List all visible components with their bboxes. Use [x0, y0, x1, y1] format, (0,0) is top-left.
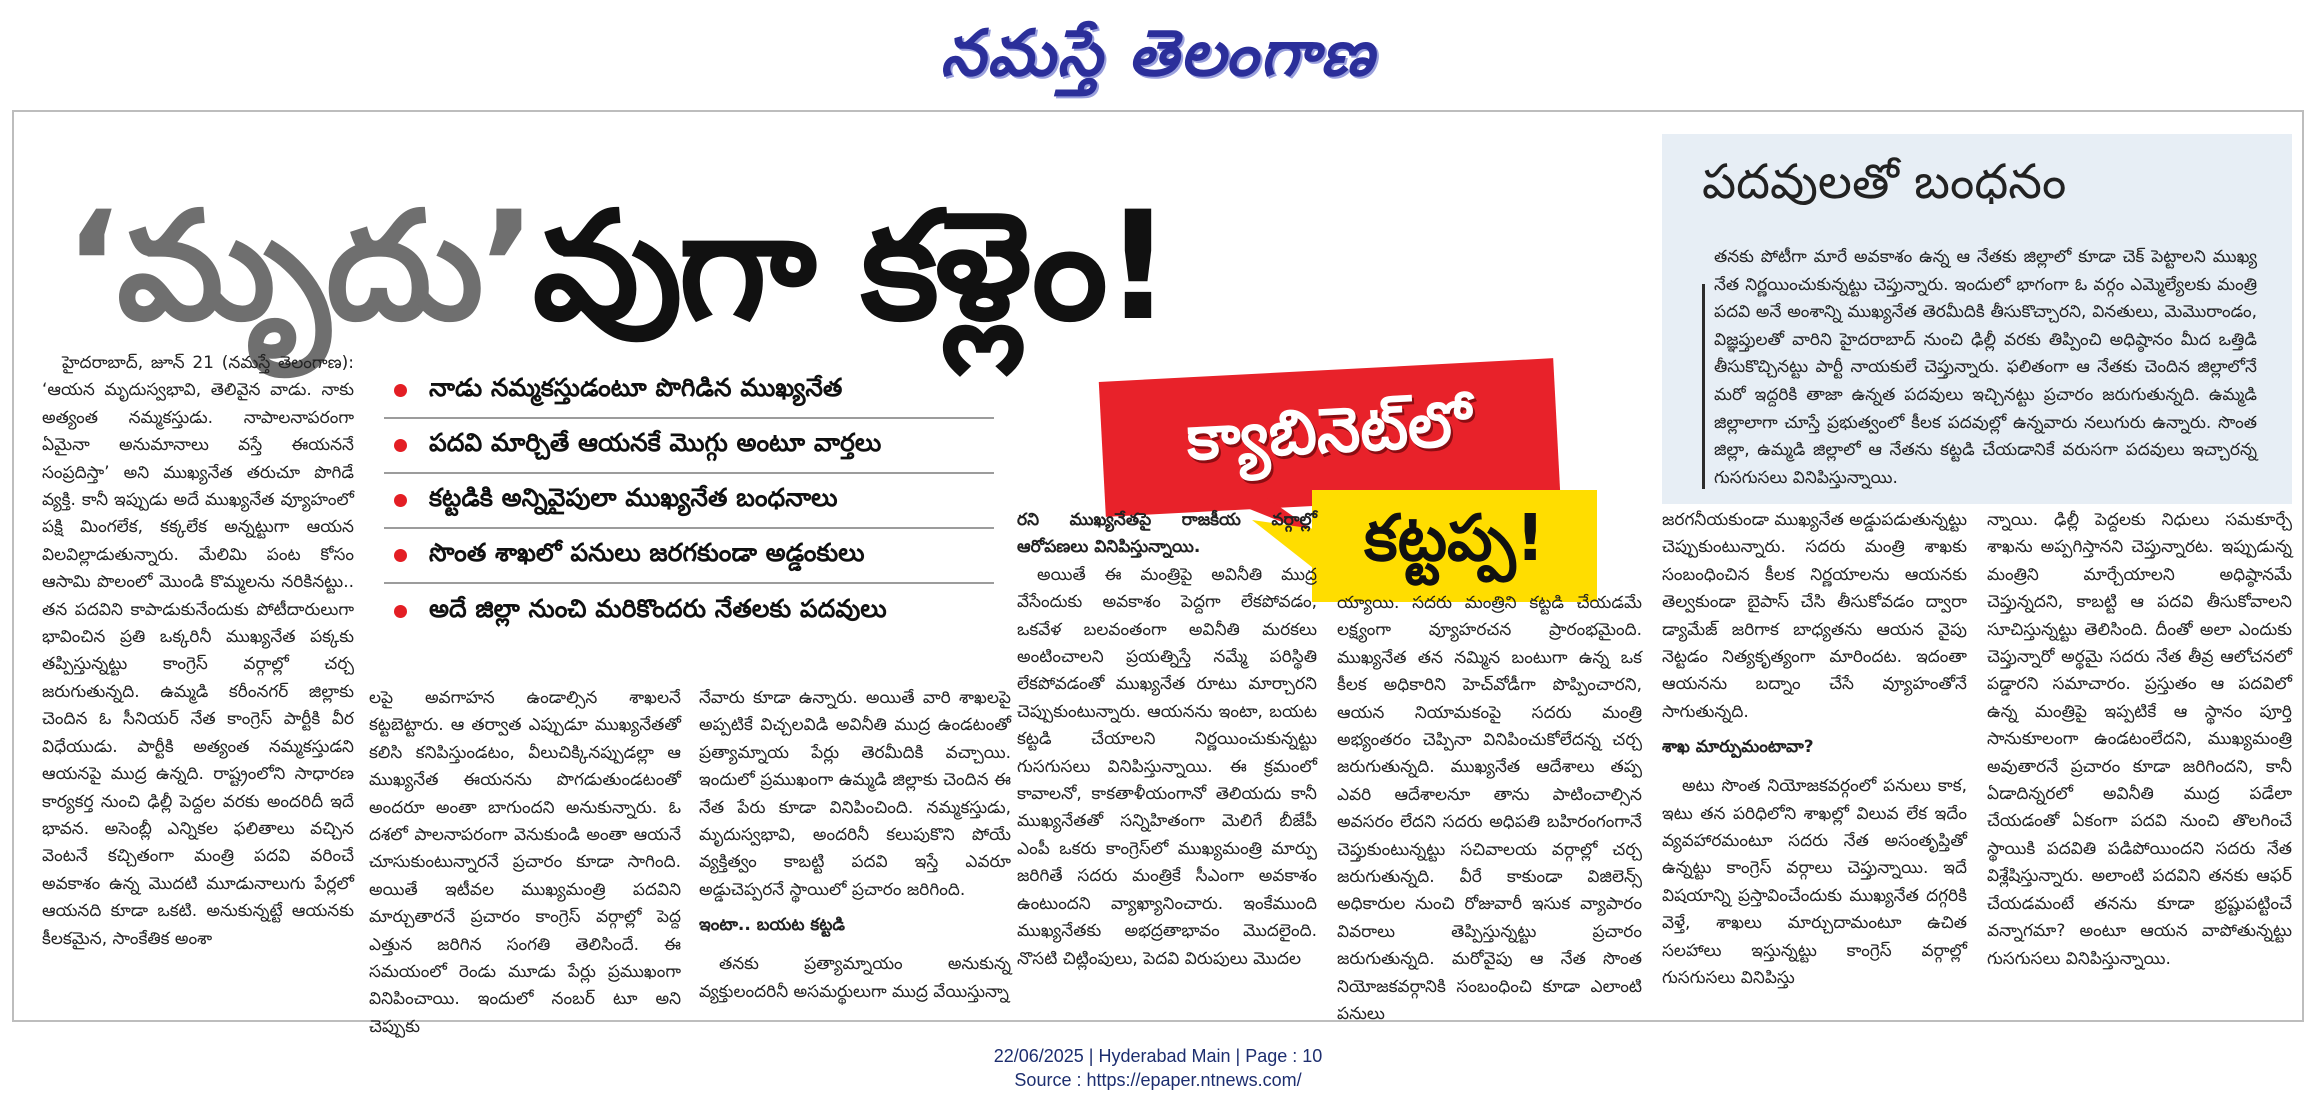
footer-edition-info: 22/06/2025 | Hyderabad Main | Page : 10: [993, 1046, 1323, 1066]
highlight-text: అదే జిల్లా నుంచి మరికొందరు నేతలకు పదవులు: [429, 593, 887, 623]
highlight-item: [384, 529, 994, 584]
column-lead: రని ముఖ్యనేతపై రాజకీయ వర్గాల్లో ఆరోపణలు వినిపిస్తున్నాయి.: [1017, 510, 1317, 558]
article-column-5: [1337, 590, 1642, 1025]
masthead: [0, 8, 2316, 100]
callout-yellow-text: కట్టప్ప!: [1364, 501, 1545, 576]
highlight-item: [384, 419, 994, 474]
bullet-dot-icon: [394, 549, 407, 562]
article-column-7: [1987, 507, 2292, 1010]
article-column-1: [42, 350, 354, 1010]
highlight-item: [384, 584, 994, 639]
page-footer: [0, 1044, 2316, 1092]
masthead-title: నమస్తే తెలంగాణ: [940, 16, 1376, 91]
callout-yellow-banner: [1312, 490, 1597, 602]
callout-red-text: క్యాబినెట్‌లో: [1184, 386, 1474, 474]
bullet-dot-icon: [394, 605, 407, 618]
article-paragraph: లపై అవగాహన ఉండాల్సిన శాఖలనే కట్టబెట్టారు. ఆ తర్వాత ఎప్పుడూ ముఖ్యనేతతో కలిసి కనిపిస్తుండటం, వీలుచిక్కినప్పుడల్లా ఆ ముఖ్యనేత ఈయనను పొగడుతుండటంతో అందరూ అంతా బాగుందని అనుకున్నారు. ఓ దశలో పాలనాపరంగా వెనుకుండి అంతా ఆయనే చూసుకుంటున్నారనే ప్రచారం కూడా సాగింది. అయితే ఇటీవల ముఖ్యమంత్రి పదవిని మార్చుతారనే ప్రచారం కాంగ్రెస్ వర్గాల్లో పెద్ద ఎత్తున జరిగిన సంగతి తెలిసిందే. ఈ సమయంలో రెండు మూడు పేర్లు ప్రముఖంగా వినిపించాయి. ఇందులో నంబర్ టూ అని చెప్పుకు: [369, 688, 681, 1037]
headline: [64, 152, 1624, 382]
inset-box: [1662, 134, 2292, 504]
bullet-dot-icon: [394, 494, 407, 507]
article-column-6: [1662, 507, 1967, 1010]
bullet-dot-icon: [394, 384, 407, 397]
article-column-2: [369, 685, 681, 1037]
highlight-text: నాడు నమ్మకస్తుడంటూ పొగిడిన ముఖ్యనేత: [429, 372, 843, 402]
article-paragraph: అటు సొంత నియోజకవర్గంలో పనులు కాక, ఇటు తన పరిధిలోని శాఖల్లో విలువ లేక ఇదేం వ్యవహారమంటూ సదరు నేత అసంతృప్తితో ఉన్నట్టు కాంగ్రెస్ వర్గాలు చెప్తున్నాయి. ఇదే విషయాన్ని ప్రస్తావించేందుకు ముఖ్యనేత దగ్గరికి వెళ్తే, శాఖలు మార్చుదామంటూ ఉచిత సలహాలు ఇస్తున్నట్టు కాంగ్రెస్ వర్గాల్లో గుసగుసలు వినిపిస్తు: [1662, 776, 1967, 989]
article-paragraph: జరగనీయకుండా ముఖ్యనేత అడ్డుపడుతున్నట్టు చెప్పుకుంటున్నారు. సదరు మంత్రి శాఖకు సంబంధించిన కీలక నిర్ణయాలను ఆయనకు తెల్వకుండా బైపాస్ చేసి తీసుకోవడం ద్వారా డ్యామేజ్ జరిగాక బాధ్యతను ఆయన వైపు నెట్టడం నిత్యకృత్యంగా మారిందట. ఇదంతా ఆయనను బద్నాం చేసే వ్యూహంతోనే సాగుతున్నది.: [1662, 510, 1967, 722]
highlights-list: [384, 364, 994, 639]
inset-body: తనకు పోటీగా మారే అవకాశం ఉన్న ఆ నేతకు జిల్లాలో కూడా చెక్ పెట్టాలని ముఖ్య నేత నిర్ణయించుకున్నట్టు చెప్తున్నారు. ఇందులో భాగంగా ఓ వర్గం ఎమ్మెల్యేలకు మంత్రి పదవి అనే అంశాన్ని ముఖ్యనేత తెరమీదికి తీసుకొచ్చారని, వినతులు, మెమొరాండం, విజ్ఞప్తులతో వారిని హైదరాబాద్ నుంచి ఢిల్లీ వరకు తిప్పించి అధిష్ఠానం మీద ఒత్తిడి తీసుకొచ్చినట్టు పార్టీ నాయకులే చెప్తున్నారు. ఫలితంగా ఆ నేతకు చెందిన జిల్లాలోనే మరో ఇద్దరికి తాజా ఉన్నత పదవులు ఇచ్చినట్టు ప్రచారం జరుగుతున్నది. ఉమ్మడి జిల్లాలాగా చూస్తే ప్రభుత్వంలో కీలక పదవుల్లో ఉన్నవారు నలుగురు ఉన్నారు. సొంత జిల్లా, ఉమ్మడి జిల్లాలో ఆ నేతను కట్టడి చేయడానికే వరుసగా పదవులు ఇచ్చారన్న గుసగుసలు వినిపిస్తున్నాయి.: [1714, 247, 2257, 488]
footer-source-link[interactable]: Source : https://epaper.ntnews.com/: [1014, 1070, 1302, 1090]
article-paragraph: తనకు ప్రత్యామ్నాయం అనుకున్న వ్యక్తులందరినీ అసమర్థులుగా ముద్ర వేయిస్తున్నా: [699, 954, 1011, 1002]
article-paragraph: హైదరాబాద్, జూన్ 21 (నమస్తే తెలంగాణ): ‘ఆయన మృదుస్వభావి, తెలివైన వాడు. నాకు అత్యంత నమ్మకస్తుడు. నాపాలనాపరంగా ఏమైనా అనుమానాలు వస్తే ఈయననే సంప్రదిస్తా’ అని ముఖ్యనేత తరుచూ పొగిడే వ్యక్తి. కానీ ఇప్పుడు అదే ముఖ్యనేత వ్యూహంలో పక్షి మింగలేక, కక్కలేక అన్నట్టుగా ఆయన విలవిల్లాడుతున్నారు. మేలిమి పంట కోసం ఆసామి పొలంలో మొండి కొమ్మలను నరికినట్టు.. తన పదవిని కాపాడుకునేందుకు పోటీదారులుగా భావించిన ప్రతి ఒక్కరినీ ముఖ్యనేత పక్కకు తప్పిస్తున్నట్టు కాంగ్రెస్ వర్గాల్లో చర్చ జరుగుతున్నది. ఉమ్మడి కరీంనగర్ జిల్లాకు చెందిన ఓ సీనియర్ నేత కాంగ్రెస్ పార్టీకి వీర విధేయుడు. పార్టీకి అత్యంత నమ్మకస్తుడని ఆయనపై ముద్ర ఉన్నది. రాష్ట్రంలోని సాధారణ కార్యకర్త నుంచి ఢిల్లీ పెద్దల వరకు అందరిదీ ఇదే భావన. అసెంబ్లీ ఎన్నికల ఫలితాలు వచ్చిన వెంటనే కచ్చితంగా మంత్రి పదవి వరించే అవకాశం ఉన్న మొదటి మూడునాలుగు పేర్లలో ఆయనది కూడా ఒకటి. అనుకున్నట్టే ఆయనకు కీలకమైన, సాంకేతిక అంశా: [42, 353, 354, 949]
article-paragraph: నేవారు కూడా ఉన్నారు. అయితే వారి శాఖలపై అప్పటికే విచ్చలవిడి అవినీతి ముద్ర ఉండటంతో ప్రత్యామ్నాయ పేర్లు తెరమీదికి వచ్చాయి. ఇందులో ప్రముఖంగా ఉమ్మడి జిల్లాకు చెందిన ఈ నేత పేరు కూడా వినిపించింది. నమ్మకస్తుడు, మృదుస్వభావి, అందరినీ కలుపుకొని పోయే వ్యక్తిత్వం కాబట్టి పదవి ఇస్తే ఎవరూ అడ్డుచెప్పరనే స్థాయిలో ప్రచారం జరిగింది.: [699, 688, 1011, 900]
article-paragraph: య్యాయి. సదరు మంత్రిని కట్టడి చేయడమే లక్ష్యంగా వ్యూహరచన ప్రారంభమైంది. ముఖ్యనేత తన నమ్మిన బంటుగా ఉన్న ఒక కీలక అధికారిని హెచ్‌వోడీగా పొప్పించారని, ఆయన నియామకంపై సదరు మంత్రి అభ్యంతరం చెప్పినా వినిపించుకోలేదన్న చర్చ జరుగుతున్నది. ముఖ్యనేత ఆదేశాలు తప్ప ఎవరి ఆదేశాలనూ తాను పాటించాల్సిన అవసరం లేదని సదరు అధిపతి బహిరంగంగానే చెప్తుకుంటున్నట్టు సచివాలయ వర్గాల్లో చర్చ జరుగుతున్నది. వీరే కాకుండా విజిలెన్స్ అధికారుల నుంచి రోజువారీ ఇసుక వ్యాపారం వివరాలు తెప్పిస్తున్నట్టు ప్రచారం జరుగుతున్నది. మరోవైపు ఆ నేత సొంత నియోజకవర్గానికి సంబంధించి కూడా ఎలాంటి పనులు: [1337, 593, 1642, 1025]
article-column-3: [699, 685, 1011, 1010]
inset-title: పదవులతో బంధనం: [1702, 154, 2067, 210]
article-frame: [12, 110, 2304, 1037]
headline-part1: ‘మృదు’: [64, 180, 533, 354]
column-subheading: శాఖ మార్పుమంటావా?: [1662, 737, 1814, 758]
highlight-text: కట్టడికి అన్నివైపులా ముఖ్యనేత బంధనాలు: [429, 482, 838, 512]
column-subheading: ఇంటా.. బయట కట్టడి: [699, 915, 845, 936]
highlight-text: పదవి మార్చితే ఆయనకే మొగ్గు అంటూ వార్తలు: [429, 427, 882, 457]
article-column-4: [1017, 507, 1317, 1010]
headline-part2: వుగా కళ్లెం!: [532, 180, 1169, 354]
article-paragraph: న్నాయి. ఢిల్లీ పెద్దలకు నిధులు సమకూర్చే శాఖను అప్పగిస్తానని చెప్తున్నారట. ఇప్పుడున్న మంత్రిని మార్చేయాలని అధిష్ఠానమే చెప్తున్నదని, కాబట్టి ఆ పదవి తీసుకోవాలని సూచిస్తున్నట్టు తెలిసింది. దీంతో అలా ఎందుకు చెప్తున్నారో అర్థమై సదరు నేత తీవ్ర ఆలోచనలో పడ్డారని సమాచారం. ప్రస్తుతం ఆ పదవిలో ఉన్న మంత్రిపై ఇప్పటికే ఆ స్థానం పూర్తి సానుకూలంగా ఉండటంలేదని, ముఖ్యమంత్రి అవుతారనే ప్రచారం కూడా జరిగిందని, కానీ ఏడాదిన్నరలో అవినీతి ముద్ర పడేలా చేయడంతో ఏకంగా పదవి నుంచి తొలగించే స్థాయికి పదవితి పడిపోయిందని సదరు నేత విశ్లేషిస్తున్నారు. అలాంటి పదవిని తనకు ఆఫర్ చేయడమంటే తనను కూడా భ్రష్టుపట్టించే వన్నాగమా? అంటూ ఆయన వాపోతున్నట్టు గుసగుసలు వినిపిస్తున్నాయి.: [1987, 510, 2292, 969]
highlight-item: [384, 364, 994, 419]
highlight-item: [384, 474, 994, 529]
article-paragraph: అయితే ఈ మంత్రిపై అవినీతి ముద్ర వేసేందుకు అవకాశం పెద్దగా లేకపోవడం, ఒకవేళ బలవంతంగా అవినీతి మరకలు అంటించాలని ప్రయత్నిస్తే నమ్మే పరిస్థితి లేకపోవడంతో ముఖ్యనేత రూటు మార్చారని చెప్పుకుంటున్నారు. ఆయనను ఇంటా, బయట కట్టడి చేయాలని నిర్ణయించుకున్నట్టు గుసగుసలు వినిపిస్తున్నాయి. ఈ క్రమంలో కావాలనో, కాకతాళీయంగానో తెలియదు కానీ ముఖ్యనేతతో సన్నిహితంగా మెలిగే బీజేపీ ఎంపీ ఒకరు కాంగ్రెస్‌లో ముఖ్యమంత్రి మార్పు జరిగితే సదరు మంత్రికే సీఎంగా అవకాశం ఉంటుందని వ్యాఖ్యానించారు. ఇంకేముంది ముఖ్యనేతకు అభద్రతాభావం మొదలైంది. నొసటి చిట్లింపులు, పెదవి విరుపులు మొదల: [1017, 564, 1317, 969]
bullet-dot-icon: [394, 439, 407, 452]
highlight-text: సొంత శాఖలో పనులు జరగకుండా అడ్డంకులు: [429, 537, 865, 567]
